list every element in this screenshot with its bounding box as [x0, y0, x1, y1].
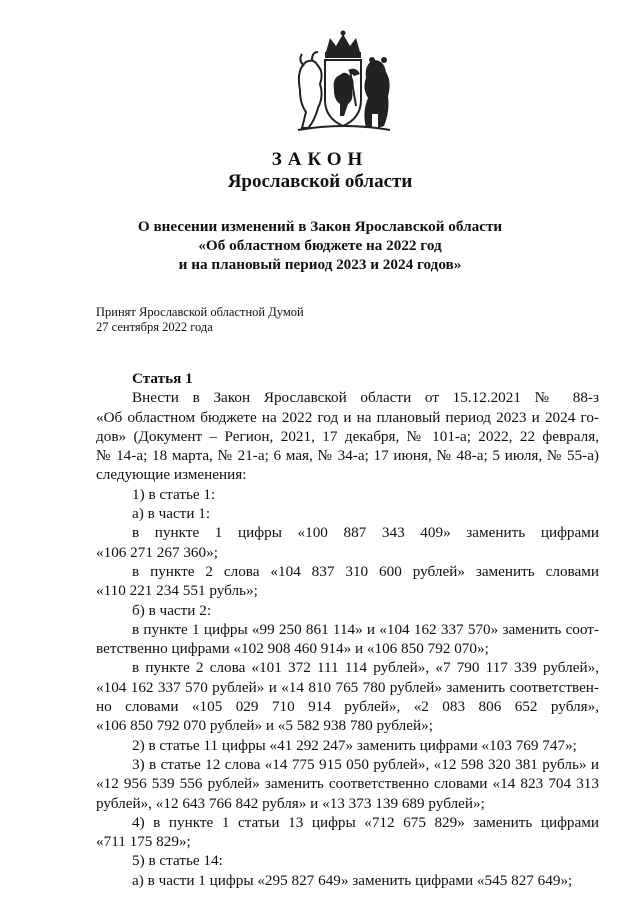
coat-of-arms-emblem: [290, 30, 396, 134]
body-line: № 14-а; 18 марта, № 21-а; 6 мая, № 34-а; 17 июня, № 48-а; 5 июля, № 55-а): [96, 447, 599, 465]
document-type: ЗАКОН: [271, 149, 369, 170]
body-line: «711 175 829»;: [96, 833, 191, 851]
document-region: Ярославской области: [227, 171, 413, 192]
body-line: 2) в статье 11 цифры «41 292 247» заменить цифрами «103 769 747»;: [132, 736, 577, 754]
article-body: [96, 369, 599, 890]
body-line: в пункте 1 цифры «99 250 861 114» и «104 162 337 570» заменить соот-: [132, 620, 599, 638]
body-line: рублей», «12 643 766 842 рубля» и «13 373 139 689 рублей»;: [96, 794, 485, 812]
body-line: следующие изменения:: [96, 466, 247, 484]
body-line: «104 162 337 570 рублей» и «14 810 765 780 рублей» заменить соответствен-: [96, 678, 599, 696]
subject-line: и на плановый период 2023 и 2024 годов»: [178, 256, 462, 273]
body-line: в пункте 2 слова «101 372 111 114 рублей», «7 790 117 339 рублей»,: [132, 659, 599, 677]
body-line: а) в части 1:: [132, 505, 211, 523]
body-line: б) в части 2:: [132, 601, 212, 619]
body-line: дов» (Документ – Регион, 2021, 17 декабря, № 101-а; 2022, 22 февраля,: [96, 427, 599, 445]
adopted-date: 27 сентября 2022 года: [96, 319, 213, 334]
body-line: 5) в статье 14:: [132, 852, 223, 870]
body-line: в пункте 2 слова «104 837 310 600 рублей» заменить словами: [132, 562, 599, 580]
body-line: «12 956 539 556 рублей» заменить соответственно словами «14 823 704 313: [96, 775, 599, 793]
subject-line: «Об областном бюджете на 2022 год: [198, 237, 442, 254]
body-line: «106 850 792 070 рублей» и «5 582 938 780 рублей»;: [96, 717, 433, 735]
body-line: но словами «105 029 710 914 рублей», «2 083 806 652 рубля»,: [96, 698, 599, 716]
law-subject: [0, 217, 640, 274]
body-line: ветственно цифрами «102 908 460 914» и «106 850 792 070»;: [96, 640, 489, 658]
body-line: «106 271 267 360»;: [96, 543, 218, 561]
body-line: 4) в пункте 1 статьи 13 цифры «712 675 829» заменить цифрами: [132, 813, 599, 831]
article-heading: Статья 1: [132, 370, 193, 387]
body-line: Внести в Закон Ярославской области от 15.12.2021 № 88-з: [132, 389, 599, 407]
body-line: «Об областном бюджете на 2022 год и на плановый период 2023 и 2024 го-: [96, 408, 599, 426]
body-line: 3) в статье 12 слова «14 775 915 050 рублей», «12 598 320 381 рубль» и: [132, 755, 599, 773]
subject-line: О внесении изменений в Закон Ярославской области: [137, 218, 503, 235]
body-line: «110 221 234 551 рубль»;: [96, 582, 258, 600]
adoption-info: [96, 305, 304, 334]
body-line: в пункте 1 цифры «100 887 343 409» заменить цифрами: [132, 524, 599, 542]
adopted-by: Принят Ярославской областной Думой: [96, 305, 304, 319]
body-line: а) в части 1 цифры «295 827 649» заменить цифрами «545 827 649»;: [132, 871, 573, 889]
body-line: 1) в статье 1:: [132, 485, 216, 503]
